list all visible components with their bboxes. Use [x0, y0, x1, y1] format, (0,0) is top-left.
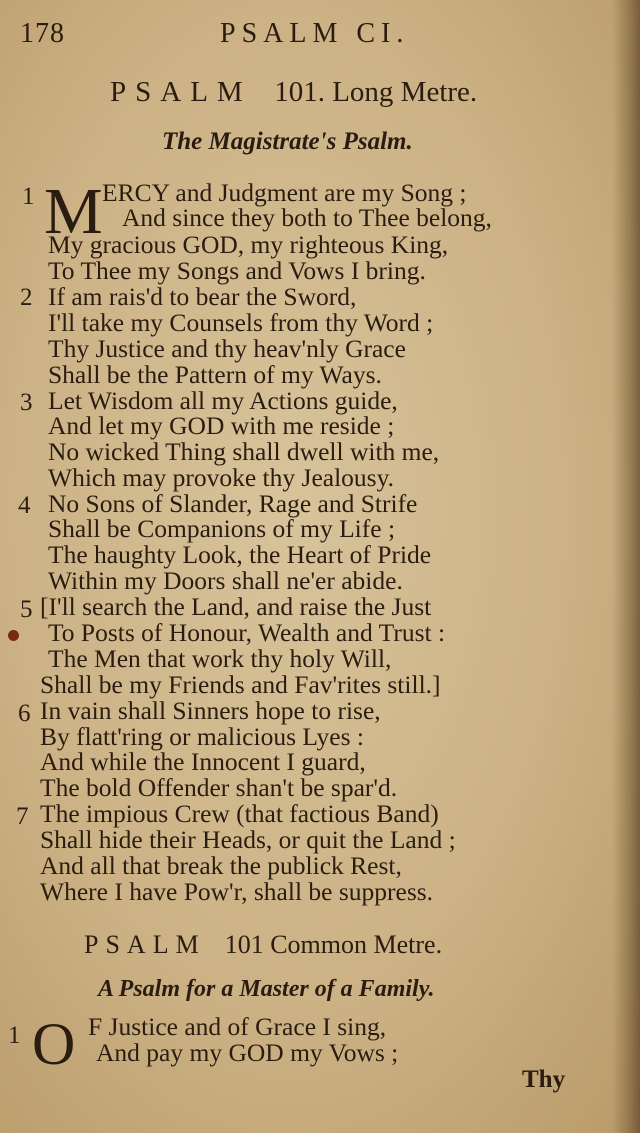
verse-number: 1 — [22, 183, 35, 210]
verse-line: And since they both to Thee belong, — [122, 203, 492, 232]
verse-line: Which may provoke thy Jealousy. — [48, 463, 395, 492]
psalm-title-long-metre — [110, 76, 477, 109]
verse-number: 6 — [18, 700, 31, 727]
psalm-title-rest: 101. Long Metre. — [274, 76, 478, 108]
verse-number: 2 — [20, 284, 33, 311]
ink-blot — [8, 630, 19, 641]
drop-cap: M — [44, 175, 103, 248]
verse-number: 7 — [16, 803, 29, 830]
verse-line: Where I have Pow'r, shall be suppress. — [40, 877, 434, 906]
verse-line: In vain shall Sinners hope to rise, — [40, 696, 381, 725]
verse-number: 4 — [18, 492, 31, 519]
verse-line: No Sons of Slander, Rage and Strife — [48, 489, 418, 518]
verse-line: My gracious GOD, my righteous King, — [48, 230, 449, 259]
verse-line: The bold Offender shan't be spar'd. — [40, 773, 398, 802]
psalm-title-rest: 101 Common Metre. — [224, 930, 443, 959]
verse-line: The haughty Look, the Heart of Pride — [48, 540, 432, 569]
verse-line: By flatt'ring or malicious Lyes : — [40, 722, 365, 751]
verse-line: And pay my GOD my Vows ; — [96, 1038, 399, 1067]
verse-line: I'll take my Counsels from thy Word ; — [48, 308, 434, 337]
verse-line: The impious Crew (that factious Band) — [40, 799, 439, 828]
verse-number: 5 — [20, 596, 33, 623]
psalm-title-caps: PSALM — [110, 76, 252, 108]
drop-cap: O — [32, 1011, 76, 1077]
verse-line: The Men that work thy holy Will, — [48, 644, 392, 673]
verse-number: 3 — [20, 389, 33, 416]
verse-line: Shall hide their Heads, or quit the Land ; — [40, 825, 456, 854]
verse-line: Within my Doors shall ne'er abide. — [48, 566, 403, 595]
verse-line: To Posts of Honour, Wealth and Trust : — [48, 618, 446, 647]
verse-line: F Justice and of Grace I sing, — [88, 1012, 387, 1041]
psalm-title-caps: PSALM — [84, 930, 206, 959]
verse-line: ERCY and Judgment are my Song ; — [102, 178, 467, 207]
verse-line: To Thee my Songs and Vows I bring. — [48, 256, 426, 285]
verse-line: [I'll search the Land, and raise the Just — [40, 592, 432, 621]
verse-line: Shall be my Friends and Fav'rites still.] — [40, 670, 441, 699]
verse-line: Let Wisdom all my Actions guide, — [48, 386, 398, 415]
verse-line: No wicked Thing shall dwell with me, — [48, 437, 440, 466]
running-head: PSALM CI. — [220, 18, 410, 49]
verse-line: And all that break the publick Rest, — [40, 851, 402, 880]
catchword: Thy — [522, 1066, 566, 1093]
page-gutter-shadow — [612, 0, 640, 1133]
verse-line: Thy Justice and thy heav'nly Grace — [48, 334, 406, 363]
psalm-subtitle-long-metre: The Magistrate's Psalm. — [162, 128, 413, 155]
psalm-subtitle-common-metre: A Psalm for a Master of a Family. — [98, 976, 435, 1002]
psalm-title-common-metre — [84, 930, 442, 960]
verse-line: Shall be the Pattern of my Ways. — [48, 360, 382, 389]
verse-number: 1 — [8, 1022, 21, 1049]
verse-line: And let my GOD with me reside ; — [48, 411, 395, 440]
verse-line: Shall be Companions of my Life ; — [48, 514, 396, 543]
page-number: 178 — [20, 18, 65, 49]
verse-line: If am rais'd to bear the Sword, — [48, 282, 357, 311]
verse-line: And while the Innocent I guard, — [40, 747, 366, 776]
